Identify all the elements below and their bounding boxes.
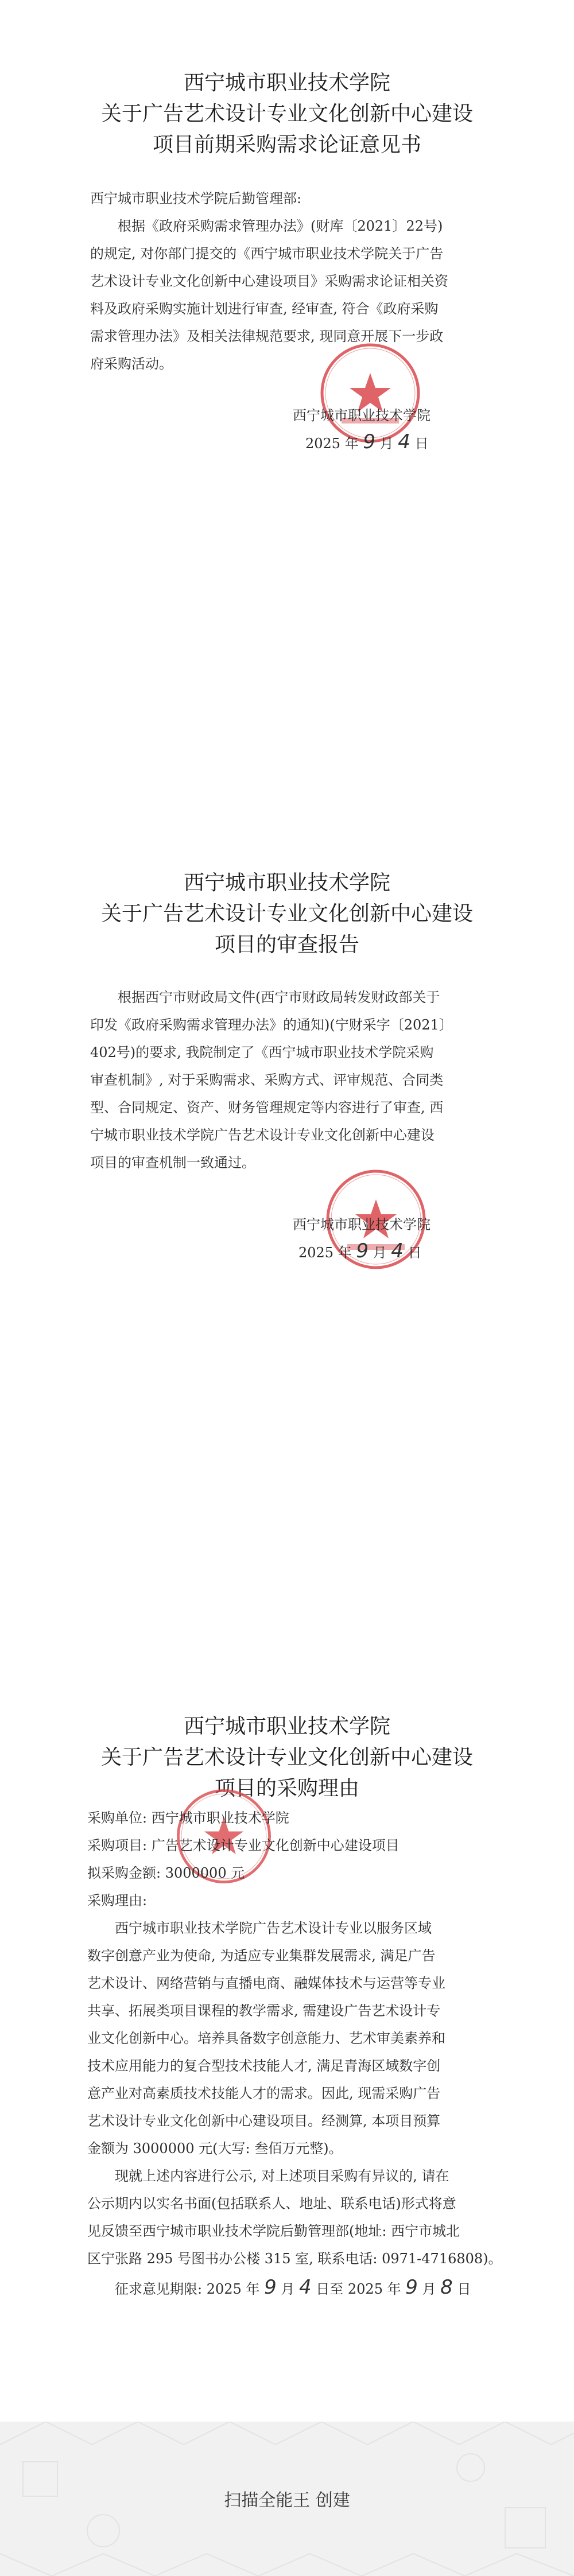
doc3-comment-period	[115, 2274, 471, 2303]
doc1-body-line: 艺术设计专业文化创新中心建设项目》采购需求论证相关资	[90, 273, 448, 289]
footer-brand: 扫描全能王 创建	[224, 2490, 350, 2511]
doc3-title	[0, 1711, 574, 1804]
doc3-title-line-1: 西宁城市职业技术学院	[183, 1715, 390, 1738]
doc1-body-line: 府采购活动。	[90, 356, 173, 372]
doc3-period-month-2: 9	[405, 2276, 418, 2299]
scanner-footer	[0, 2422, 574, 2576]
doc1-body-line: 根据《政府采购需求管理办法》(财库〔2021〕22号)	[118, 218, 443, 234]
doc1-title-line-1: 西宁城市职业技术学院	[183, 71, 390, 95]
doc3-notice-line: 区宁张路 295 号图书办公楼 315 室, 联系电话: 0971-4716808)。	[87, 2251, 502, 2267]
doc2-body-line: 402号)的要求, 我院制定了《西宁城市职业技术学院采购	[90, 1044, 434, 1060]
doc1-body-line: 需求管理办法》及相关法律规范要求, 现同意开展下一步政	[90, 328, 444, 344]
doc3-fields	[87, 1804, 400, 1914]
doc1-body-line: 的规定, 对你部门提交的《西宁城市职业技术学院关于广告	[90, 246, 444, 262]
doc2-body-line: 印发《政府采购需求管理办法》的通知)(宁财采字〔2021〕	[90, 1017, 453, 1033]
doc2-body-line: 项目的审查机制一致通过。	[90, 1155, 255, 1171]
doc2-body-line: 审查机制》, 对于采购需求、采购方式、评审规范、合同类	[90, 1072, 444, 1088]
doc3-body-line: 意产业对高素质技术技能人才的需求。因此, 现需采购广告	[87, 2085, 441, 2101]
doc3-body-line: 艺术设计、网络营销与直播电商、融媒体技术与运营等专业	[87, 1975, 445, 1991]
doc3-period-text-1: 月	[281, 2281, 295, 2297]
doc2-body-line: 宁城市职业技术学院广告艺术设计专业文化创新中心建设	[90, 1127, 435, 1143]
doc3-period-day-2: 8	[440, 2276, 453, 2299]
doc3-body-line: 艺术设计专业文化创新中心建设项目。经测算, 本项目预算	[87, 2113, 441, 2129]
doc3-notice	[87, 2162, 502, 2272]
doc2-date-day: 4	[391, 1240, 404, 1262]
doc3-field-unit: 采购单位: 西宁城市职业技术学院	[87, 1810, 289, 1826]
doc2-body-line: 型、合同规定、资产、财务管理规定等内容进行了审查, 西	[90, 1099, 444, 1116]
doc3-body-line: 数字创意产业为使命, 为适应专业集群发展需求, 满足广告	[87, 1948, 436, 1964]
doc3-period-prefix: 征求意见期限: 2025 年	[115, 2281, 260, 2297]
doc2-title	[0, 868, 574, 961]
doc2-date-year: 2025 年	[298, 1245, 352, 1261]
doc1-date	[305, 428, 429, 457]
doc2-date-month: 9	[356, 1240, 369, 1262]
doc3-body-line: 金额为 3000000 元(大写: 叁佰万元整)。	[87, 2140, 343, 2157]
doc3-body-line: 共享、拓展类项目课程的教学需求, 需建设广告艺术设计专	[87, 2003, 441, 2019]
doc3-body-line: 西宁城市职业技术学院广告艺术设计专业以服务区域	[115, 1920, 432, 1936]
doc3-period-day-1: 4	[298, 2276, 312, 2299]
doc1-date-year: 2025 年	[305, 436, 359, 452]
doc3-period-text-4: 日	[457, 2281, 471, 2297]
doc2-signature: 西宁城市职业技术学院	[293, 1217, 430, 1233]
doc3-title-line-2: 关于广告艺术设计专业文化创新中心建设	[100, 1746, 473, 1769]
doc2-title-line-3: 项目的审查报告	[214, 933, 359, 957]
doc2-date	[298, 1237, 422, 1266]
doc1-addressee: 西宁城市职业技术学院后勤管理部:	[90, 191, 302, 207]
doc2-date-day-label: 日	[408, 1245, 422, 1261]
doc3-field-amount: 拟采购金额: 3000000 元	[87, 1865, 245, 1881]
doc1-date-day: 4	[398, 430, 410, 453]
doc3-title-line-3: 项目的采购理由	[214, 1777, 359, 1800]
doc2-title-line-1: 西宁城市职业技术学院	[183, 871, 390, 895]
doc1-signature: 西宁城市职业技术学院	[293, 407, 430, 423]
doc3-notice-line: 公示期内以实名书面(包括联系人、地址、联系电话)形式将意	[87, 2196, 456, 2212]
doc2-title-line-2: 关于广告艺术设计专业文化创新中心建设	[100, 902, 473, 926]
doc3-period-month-1: 9	[264, 2276, 277, 2299]
doc2-date-month-label: 月	[373, 1245, 387, 1261]
doc1-date-month-label: 月	[379, 436, 394, 452]
doc3-body-line: 技术应用能力的复合型技术技能人才, 满足青海区域数字创	[87, 2058, 441, 2074]
doc1-title-line-3: 项目前期采购需求论证意见书	[152, 133, 421, 157]
doc3-notice-line: 见反馈至西宁城市职业技术学院后勤管理部(地址: 西宁市城北	[87, 2223, 460, 2239]
doc2-body	[90, 984, 453, 1176]
doc3-notice-line: 现就上述内容进行公示, 对上述项目采购有异议的, 请在	[115, 2168, 449, 2184]
doc3-period-text-2: 日至 2025 年	[316, 2281, 401, 2297]
doc1-body-line: 料及政府采购实施计划进行审查, 经审查, 符合《政府采购	[90, 301, 439, 317]
doc1-date-month: 9	[363, 430, 375, 453]
doc1-title-line-2: 关于广告艺术设计专业文化创新中心建设	[100, 102, 473, 126]
doc3-period-text-3: 月	[422, 2281, 436, 2297]
doc1-title	[0, 68, 574, 161]
doc3-field-project: 采购项目: 广告艺术设计专业文化创新中心建设项目	[87, 1837, 400, 1854]
doc3-body-line: 业文化创新中心。培养具备数字创意能力、艺术审美素养和	[87, 2030, 445, 2046]
doc3-body	[87, 1914, 445, 2162]
doc3-field-reason: 采购理由:	[87, 1893, 148, 1909]
doc2-body-line: 根据西宁市财政局文件(西宁市财政局转发财政部关于	[118, 989, 440, 1005]
doc1-date-day-label: 日	[414, 436, 429, 452]
